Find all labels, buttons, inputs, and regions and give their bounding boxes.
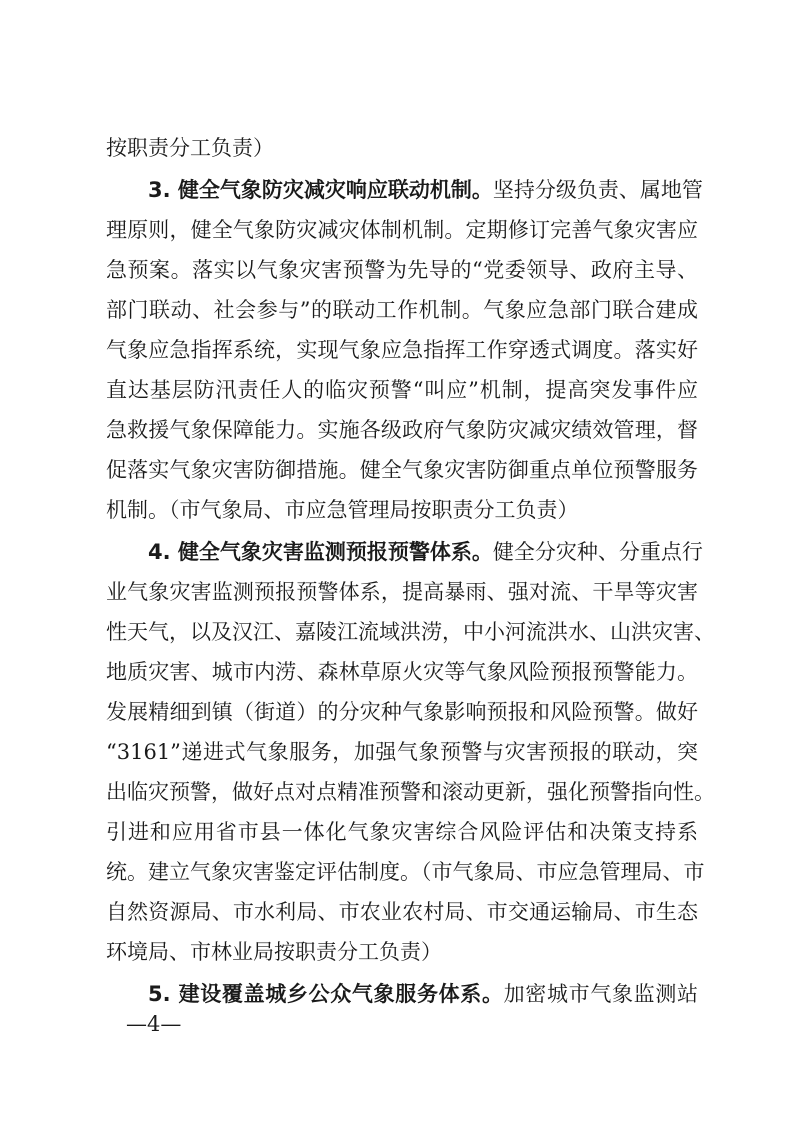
text-line-10: 机制。（市气象局、市应急管理局按职责分工负责）: [106, 498, 579, 522]
section-5-heading: 5. 建设覆盖城乡公众气象服务体系。: [148, 982, 504, 1006]
text-line-5: 部门联动、社会参与”的联动工作机制。气象应急部门联合建成: [106, 298, 698, 322]
section-5-lead-text: 加密城市气象监测站: [503, 982, 699, 1006]
text-line-12: 业气象灾害监测预报预警体系，提高暴雨、强对流、干旱等灾害: [106, 580, 698, 604]
text-line-17: 出临灾预警，做好点对点精准预警和滚动更新，强化预警指向性。: [106, 780, 715, 804]
text-line-9: 促落实气象灾害防御措施。健全气象灾害防御重点单位预警服务: [106, 458, 698, 482]
section-4-first-line: [148, 540, 703, 564]
text-line-21: 环境局、市林业局按职责分工负责）: [106, 940, 442, 964]
section-4-lead-text: 健全分灾种、分重点行: [492, 540, 703, 564]
text-line-20: 自然资源局、市水利局、市农业农村局、市交通运输局、市生态: [106, 900, 698, 924]
text-line-19: 统。建立气象灾害鉴定评估制度。（市气象局、市应急管理局、市: [106, 860, 705, 884]
text-line-4: 急预案。落实以气象灾害预警为先导的“党委领导、政府主导、: [106, 258, 698, 282]
section-4-heading: 4. 健全气象灾害监测预报预警体系。: [148, 540, 493, 564]
text-line-8: 急救援气象保障能力。实施各级政府气象防灾减灾绩效管理，督: [106, 418, 698, 442]
text-line-15: 发展精细到镇（街道）的分灾种气象影响预报和风险预警。做好: [106, 700, 698, 724]
section-3-first-line: [148, 178, 703, 202]
text-line-14: 地质灾害、城市内涝、森林草原火灾等气象风险预报预警能力。: [106, 660, 698, 684]
page-number: —4—: [126, 1012, 182, 1036]
text-line-7: 直达基层防汛责任人的临灾预警“叫应”机制，提高突发事件应: [106, 378, 698, 402]
section-3-lead-text: 坚持分级负责、属地管: [492, 178, 703, 202]
text-line-6: 气象应急指挥系统，实现气象应急指挥工作穿透式调度。落实好: [106, 338, 698, 362]
section-5-first-line: [148, 982, 698, 1006]
text-line-1: 按职责分工负责）: [106, 136, 274, 160]
text-line-16: “3161”递进式气象服务，加强气象预警与灾害预报的联动，突: [106, 740, 698, 764]
text-line-18: 引进和应用省市县一体化气象灾害综合风险评估和决策支持系: [106, 820, 698, 844]
section-3-heading: 3. 健全气象防灾减灾响应联动机制。: [148, 178, 493, 202]
text-line-3: 理原则，健全气象防灾减灾体制机制。定期修订完善气象灾害应: [106, 218, 698, 242]
text-line-13: 性天气，以及汉江、嘉陵江流域洪涝，中小河流洪水、山洪灾害、: [106, 620, 715, 644]
